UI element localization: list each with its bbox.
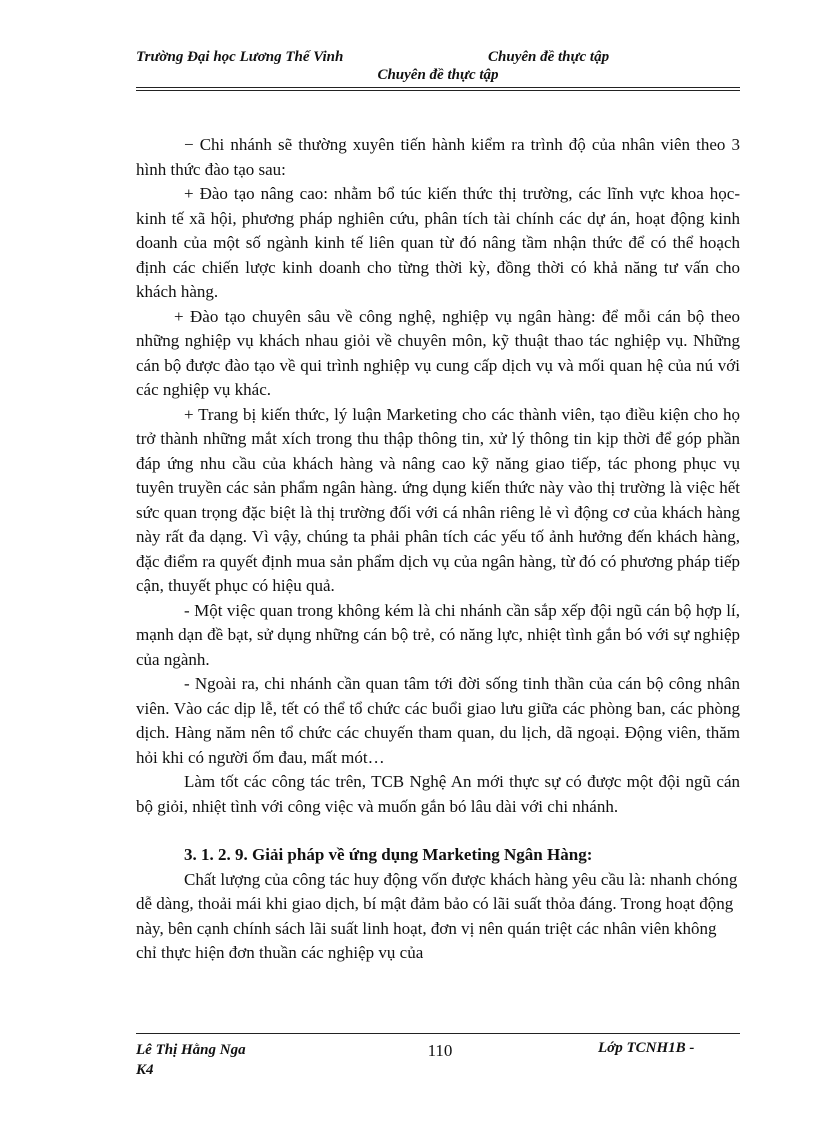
section-heading: 3. 1. 2. 9. Giải pháp về ứng dụng Marketing Ngân Hàng: — [184, 845, 593, 864]
footer-author — [136, 1040, 296, 1080]
section-paragraph: Chất lượng của công tác huy động vốn được khách hàng yêu cầu là: nhanh chóng dễ dàng, thoải mái khi giao dịch, bí mật đảm bảo có lãi suất thỏa đáng. Trong hoạt động này, bên cạnh chính sách lãi suất linh hoạt, đơn vị nên quán triệt các nhân viên không chỉ thực hiện đơn thuần các nghiệp vụ của — [136, 869, 738, 962]
paragraph-staff-welfare: - Ngoài ra, chi nhánh cần quan tâm tới đời sống tinh thần của cán bộ công nhân viên. Vào các dịp lễ, tết có thể tổ chức các buổi giao lưu giữa các phòng ban, các phòng dịch. Hàng năm nên tổ chức các chuyến tham quan, du lịch, dã ngoại. Động viên, thăm hỏi khi có người ốm đau, mất mót… — [136, 674, 740, 767]
paragraph-staff-arrangement: - Một việc quan trong không kém là chi nhánh cần sắp xếp đội ngũ cán bộ hợp lí, mạnh dạn đề bạt, sử dụng những cán bộ trẻ, có năng lực, nhiệt tình gắn bó với sự nghiệp của ngành. — [136, 600, 740, 669]
paragraph-specialized-training: + Đào tạo chuyên sâu về công nghệ, nghiệp vụ ngân hàng: để mỗi cán bộ theo những nghiệp vụ khách nhau giỏi về chuyên môn, kỹ thuật thao tác nghiệp vụ. Những cán bộ được đào tạo về qui trình nghiệp vụ cung cấp dịch vụ và mối quan hệ của nú với các nghiệp vụ khác. — [136, 306, 740, 399]
footer-rule — [136, 1033, 740, 1034]
header-subtitle: Chuyên đề thực tập — [377, 67, 499, 83]
header-rule-top — [136, 87, 740, 88]
document-body — [136, 133, 740, 966]
header-doc-type: Chuyên đề thực tập — [488, 49, 610, 65]
paragraph-conclusion: Làm tốt các công tác trên, TCB Nghệ An mới thực sự có được một đội ngũ cán bộ giỏi, nhiệt tình với công việc và muốn gắn bó lâu dài với chi nhánh. — [136, 772, 740, 816]
paragraph-staff-check: − Chi nhánh sẽ thường xuyên tiến hành kiểm ra trình độ của nhân viên theo 3 hình thức đào tạo sau: — [136, 135, 740, 179]
page-number: 110 — [427, 1041, 453, 1060]
footer-author-cont: K4 — [136, 1062, 154, 1078]
footer-class-label: Lớp TCNH1B - — [598, 1040, 695, 1056]
footer-author-name: Lê Thị Hằng Nga — [136, 1042, 246, 1058]
page-header — [136, 49, 740, 69]
paragraph-advanced-training: + Đào tạo nâng cao: nhằm bổ túc kiến thức thị trường, các lĩnh vực khoa học- kinh tế xã hội, phương pháp nghiên cứu, phân tích tài chính các dự án, hoạt động kinh doanh của một số ngành kinh tế liên quan từ đó nâng tầm nhận thức để có thể hoạch định các chiến lược kinh doanh cho từng thời kỳ, đồng thời có khả năng tư vấn cho khách hàng. — [136, 184, 740, 301]
header-rule-bottom — [136, 90, 740, 91]
paragraph-marketing-knowledge: + Trang bị kiến thức, lý luận Marketing cho các thành viên, tạo điều kiện cho họ trở thành những mắt xích trong thu thập thông tin, xử lý thông tin kịp thời để góp phần đáp ứng nhu cầu của khách hàng và nâng cao kỹ năng giao tiếp, tác phong phục vụ tuyên truyền các sản phẩm ngân hàng. ứng dụng kiến thức này vào thị trường là việc hết sức quan trọng đặc biệt là thị trường đối với cá nhân riêng lẻ vì động cơ của khách hàng này rất đa dạng. Vì vậy, chúng ta phải phân tích các yếu tố ảnh hưởng đến khách hàng, đặc điểm ra quyết định mua sản phẩm dịch vụ của ngân hàng, từ đó có phương pháp tiếp cận, thuyết phục có hiệu quả. — [136, 404, 740, 595]
header-school: Trường Đại học Lương Thế Vinh — [136, 49, 344, 65]
